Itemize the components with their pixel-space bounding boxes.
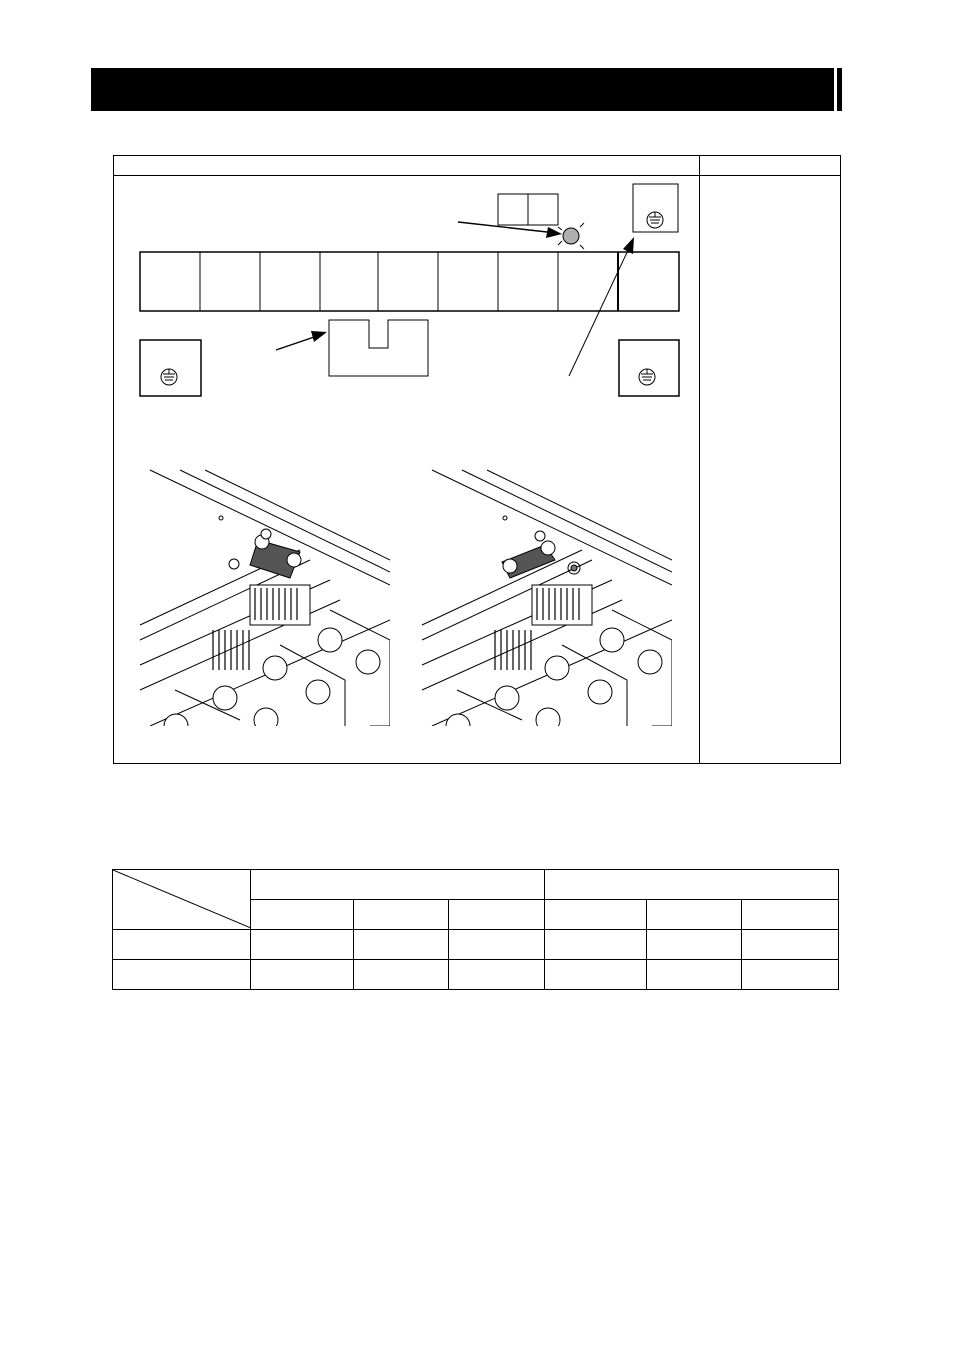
subheader-cell [251,900,354,930]
table-cell [354,960,449,990]
spec-table [112,869,839,990]
corner-diagonal [113,870,251,928]
table-header-row [113,870,839,900]
row-label [113,960,251,990]
table-row [113,960,839,990]
subheader-cell [742,900,839,930]
subheader-cell [647,900,742,930]
table-corner-cell [113,870,251,930]
table-cell [449,960,545,990]
table-cell [354,930,449,960]
small-terminal-box [498,194,558,225]
terminal-photo-left [140,470,390,738]
subheader-cell [545,900,647,930]
table-cell [647,930,742,960]
ground-terminal-left [140,340,201,396]
row-label [113,930,251,960]
table-cell [742,930,839,960]
table-row [113,930,839,960]
jumper-bar [329,320,428,376]
table-cell [742,960,839,990]
table-cell [251,960,354,990]
header-group-1 [251,870,545,900]
ground-terminal-top-right [633,184,678,232]
table-cell [545,930,647,960]
ground-terminal-right [619,340,679,396]
table-cell [251,930,354,960]
main-terminal-block [140,252,679,311]
subheader-cell [354,900,449,930]
indicator-lamp-icon [558,223,584,249]
header-group-2 [545,870,839,900]
table-cell [647,960,742,990]
terminal-photo-right [422,470,672,738]
subheader-cell [449,900,545,930]
table-cell [449,930,545,960]
arrow-to-jumper-icon [276,331,327,350]
table-cell [545,960,647,990]
